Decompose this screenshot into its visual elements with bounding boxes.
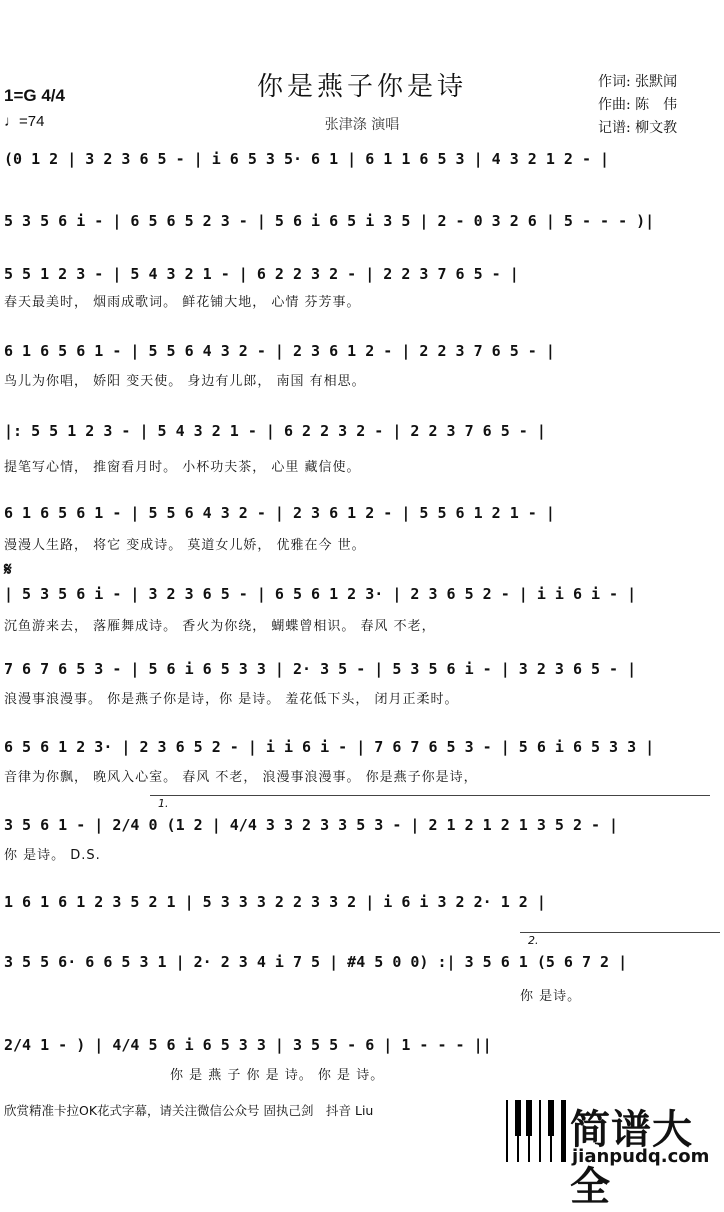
volta-bracket-1	[150, 795, 710, 796]
lyricist-credit: 作词: 张默闻	[598, 74, 678, 90]
notation: 6 1 6 5 6 1 - | 5 5 6 4 3 2 - | 2 3 6 1 2 - | 5 5 6 1 2 1 - |	[4, 504, 555, 522]
lyrics: 浪漫事浪漫事。 你是燕子你是诗，你 是诗。 羞花低下头， 闭月正柔时。	[4, 692, 459, 707]
volta-1-label: 1.	[158, 797, 169, 810]
notation: 2/4 1 - ) | 4/4 5 6 i 6 5 3 3 | 3 5 5 - 6 | 1 - - - ||	[4, 1036, 492, 1054]
notation: |: 5 5 1 2 3 - | 5 4 3 2 1 - | 6 2 2 3 2 - | 2 2 3 7 6 5 - |	[4, 422, 546, 440]
lyrics: 漫漫人生路， 将它 变成诗。 莫道女儿娇， 优雅在今 世。	[4, 538, 366, 553]
lyrics: 你 是诗。	[520, 989, 582, 1004]
notation: 6 1 6 5 6 1 - | 5 5 6 4 3 2 - | 2 3 6 1 2 - | 2 2 3 7 6 5 - |	[4, 342, 555, 360]
volta-bracket-2	[520, 932, 720, 933]
lyrics: 音律为你飘， 晚风入心室。 春风 不老， 浪漫事浪漫事。 你是燕子你是诗，	[4, 770, 478, 785]
notation: | 5 3 5 6 i - | 3 2 3 6 5 - | 6 5 6 1 2 3· | 2 3 6 5 2 - | i i 6 i - |	[4, 585, 637, 603]
piano-keys-icon	[506, 1100, 566, 1162]
notation: 6 5 6 1 2 3· | 2 3 6 5 2 - | i i 6 i - | 7 6 7 6 5 3 - | 5 6 i 6 5 3 3 |	[4, 738, 655, 756]
composer-credit: 作曲: 陈 伟	[598, 97, 678, 113]
notation: 3 5 5 6· 6 6 5 3 1 | 2· 2 3 4 i 7 5 | #4 5 0 0) :| 3 5 6 1 (5 6 7 2 |	[4, 953, 628, 971]
notation: 1 6 1 6 1 2 3 5 2 1 | 5 3 3 3 2 2 3 3 2 | i 6 i 3 2 2· 1 2 |	[4, 893, 546, 911]
song-title: 你是燕子你是诗	[256, 72, 467, 102]
logo-url: jianpudq.com	[572, 1146, 710, 1167]
lyrics: 你 是诗。 D.S.	[4, 848, 101, 863]
lyrics: 你 是 燕 子 你 是 诗。 你 是 诗。	[170, 1068, 385, 1083]
transcriber-credit: 记谱: 柳文教	[598, 120, 678, 136]
logo-name: 简谱大全	[570, 1107, 693, 1210]
notation: 3 5 6 1 - | 2/4 0 (1 2 | 4/4 3 3 2 3 3 5 3 - | 2 1 2 1 2 1 3 5 2 - |	[4, 816, 619, 834]
key-signature: 1=G 4/4	[4, 86, 65, 105]
notation: (0 1 2 | 3 2 3 6 5 - | i 6 5 3 5· 6 1 | 6 1 1 6 5 3 | 4 3 2 1 2 - |	[4, 150, 610, 168]
footer-note: 欣赏精准卡拉OK花式字幕，请关注微信公众号 固执己剑 抖音 Liu	[4, 1103, 374, 1118]
site-logo	[506, 1098, 724, 1210]
notation: 5 5 1 2 3 - | 5 4 3 2 1 - | 6 2 2 3 2 - | 2 2 3 7 6 5 - |	[4, 265, 519, 283]
volta-2-label: 2.	[528, 934, 539, 947]
lyrics: 春天最美时， 烟雨成歌词。 鲜花铺大地， 心情 芬芳事。	[4, 295, 361, 310]
lyrics: 鸟儿为你唱， 娇阳 变天使。 身边有儿郎， 南国 有相思。	[4, 374, 366, 389]
singer-credit: 张津涤 演唱	[324, 117, 400, 133]
lyrics: 提笔写心情， 推窗看月时。 小杯功夫茶， 心里 藏信使。	[4, 460, 361, 475]
lyrics: 沉鱼游来去， 落雁舞成诗。 香火为你绕， 蝴蝶曾相识。 春风 不老，	[4, 619, 436, 634]
notation: 7 6 7 6 5 3 - | 5 6 i 6 5 3 3 | 2· 3 5 - | 5 3 5 6 i - | 3 2 3 6 5 - |	[4, 660, 637, 678]
tempo-marking: ♩=74	[4, 113, 45, 130]
segno-sign: 𝄋	[4, 559, 12, 580]
credits-block	[598, 71, 677, 140]
notation: 5 3 5 6 i - | 6 5 6 5 2 3 - | 5 6 i 6 5 i 3 5 | 2 - 0 3 2 6 | 5 - - - )|	[4, 212, 655, 230]
